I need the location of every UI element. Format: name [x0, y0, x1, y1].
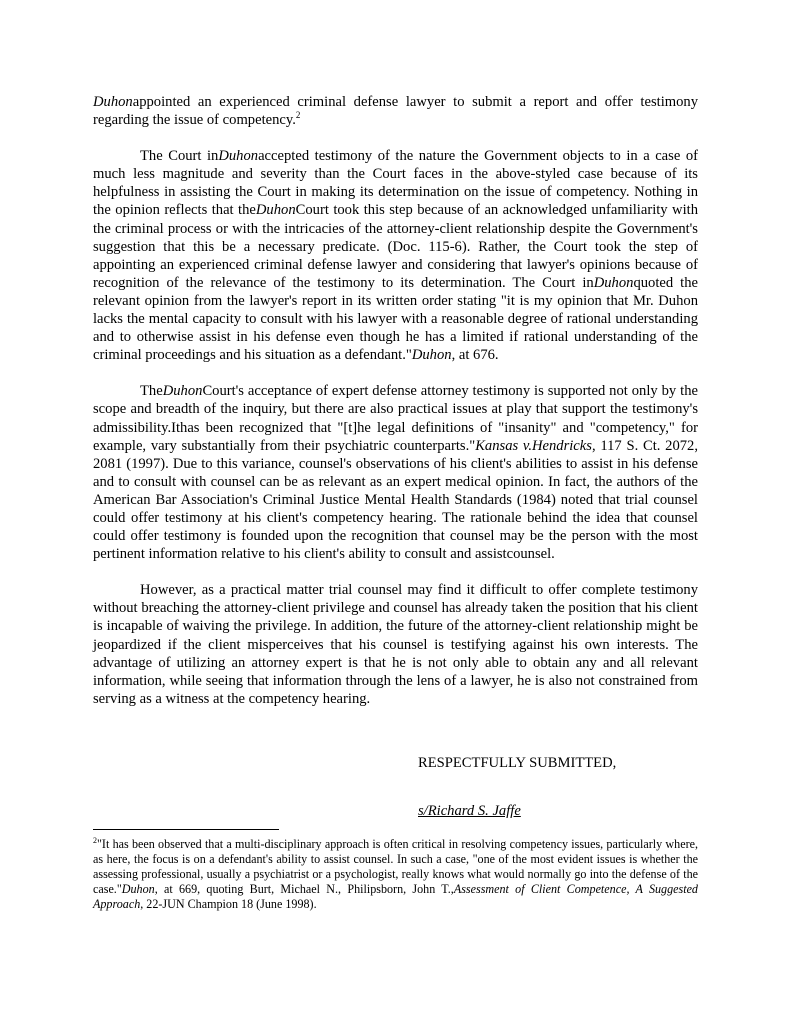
document-body — [93, 93, 698, 726]
paragraph-text: The Court in — [140, 148, 219, 165]
case-name: Duhon — [255, 202, 296, 219]
paragraph-2 — [93, 147, 698, 364]
footnote-reference[interactable]: 2 — [295, 110, 301, 121]
signature: s/Richard S. Jaffe — [418, 803, 521, 819]
paragraph-text: Court's acceptance of expert defense attorney testimony is supported not only by the scope and breadth of the inquiry, but there are also practical issues at play that support the testimony's admissibility.Ithas been recognized that "[t]he legal definitions of "insanity" and "competency," for example, vary substantially from their psychiatric counterparts." — [93, 383, 698, 454]
case-name: Duhon — [121, 882, 155, 897]
case-name: Duhon — [93, 94, 133, 110]
footnote-text: "It has been observed that a multi-disciplinary approach is often critical in resolving competency issues, particularly where, as here, the focus is on a defendant's ability to assist counsel. In such a case, "one of the most evident issues is whether the assessing professional, usually a psychiatrist or a psychologist, really knows what would normally go into the defense of the case." — [93, 837, 698, 897]
case-name: Duhon — [411, 347, 452, 364]
paragraph-text: quoted the relevant opinion from the lawyer's report in its written order stating "it is my opinion that Mr. Duhon lacks the mental capacity to consult with his lawyer with a reasonable degree of rational understanding and to otherwise assist in his defense even though he has a limited if rational understanding of the criminal proceedings and his situation as a defendant." — [93, 274, 698, 364]
footnote — [93, 837, 698, 912]
closing-line: RESPECTFULLY SUBMITTED, — [418, 755, 617, 771]
paragraph-text: , at 676. — [451, 347, 499, 364]
case-name: Duhon — [593, 274, 634, 291]
paragraph-text: , 117 S. Ct. 2072, 2081 (1997). Due to this variance, counsel's observations of his client's abilities to assist in his defense and to consult with counsel can be as relevant as an expert medical opinion. In fact, the authors of the American Bar Association's Criminal Justice Mental Health Standards (1984) noted that trial counsel could offer testimony at his client's competency hearing. The rationale behind the idea that counsel could offer testimony is founded upon the recognition that counsel may be the person with the most pertinent information relative to his client's ability to consult and assistcounsel. — [93, 437, 699, 563]
case-name: Duhon — [162, 383, 203, 400]
paragraph-text: Court took this step because of an acknowledged unfamiliarity with the criminal process or with the intricacies of the attorney-client relationship despite the Government's suggestion that this be a necessary predicate. (Doc. 115-6). Rather, the Court took the step of appointing an experienced criminal defense lawyer and considering that lawyer's opinions because of recognition of the relevance of the testimony to its determination. The Court in — [93, 202, 699, 291]
paragraph-text: The — [140, 383, 163, 400]
footnote-text: , 22-JUN Champion 18 (June 1998). — [140, 897, 317, 912]
case-name: Duhon — [218, 148, 259, 165]
paragraph-3 — [93, 382, 698, 563]
paragraph-text: accepted testimony of the nature the Government objects to in a case of much less magnitude and severity than the Court faces in the above-styled case because of its helpfulness in assisting the Court in making its determination on the issue of competency. Nothing in the opinion reflects that the — [93, 148, 698, 219]
footnote-number: 2 — [93, 835, 97, 845]
footnote-divider — [93, 829, 279, 830]
article-title: Assessment of Client Competence, A Suggested Approach — [93, 882, 698, 912]
paragraph-text: appointed an experienced criminal defense lawyer to submit a report and offer testimony regarding the issue of competency. — [93, 94, 698, 129]
footnote-text: , at 669, quoting Burt, Michael N., Philipsborn, John T., — [154, 882, 454, 897]
paragraph-4: However, as a practical matter trial counsel may find it difficult to offer complete testimony without breaching the attorney-client privilege and counsel has already taken the position that his client is incapable of waiving the privilege. In addition, the future of the attorney-client relationship might be jeopardized if the client misperceives that his counsel is testifying against his own interests. The advantage of utilizing an attorney expert is that he is not only able to obtain any and all relevant information, while seeing that information through the lens of a lawyer, he is also not constrained from serving as a witness at the competency hearing. — [93, 582, 698, 707]
paragraph-1 — [93, 93, 698, 129]
case-citation: Kansas v.Hendricks — [475, 437, 592, 454]
